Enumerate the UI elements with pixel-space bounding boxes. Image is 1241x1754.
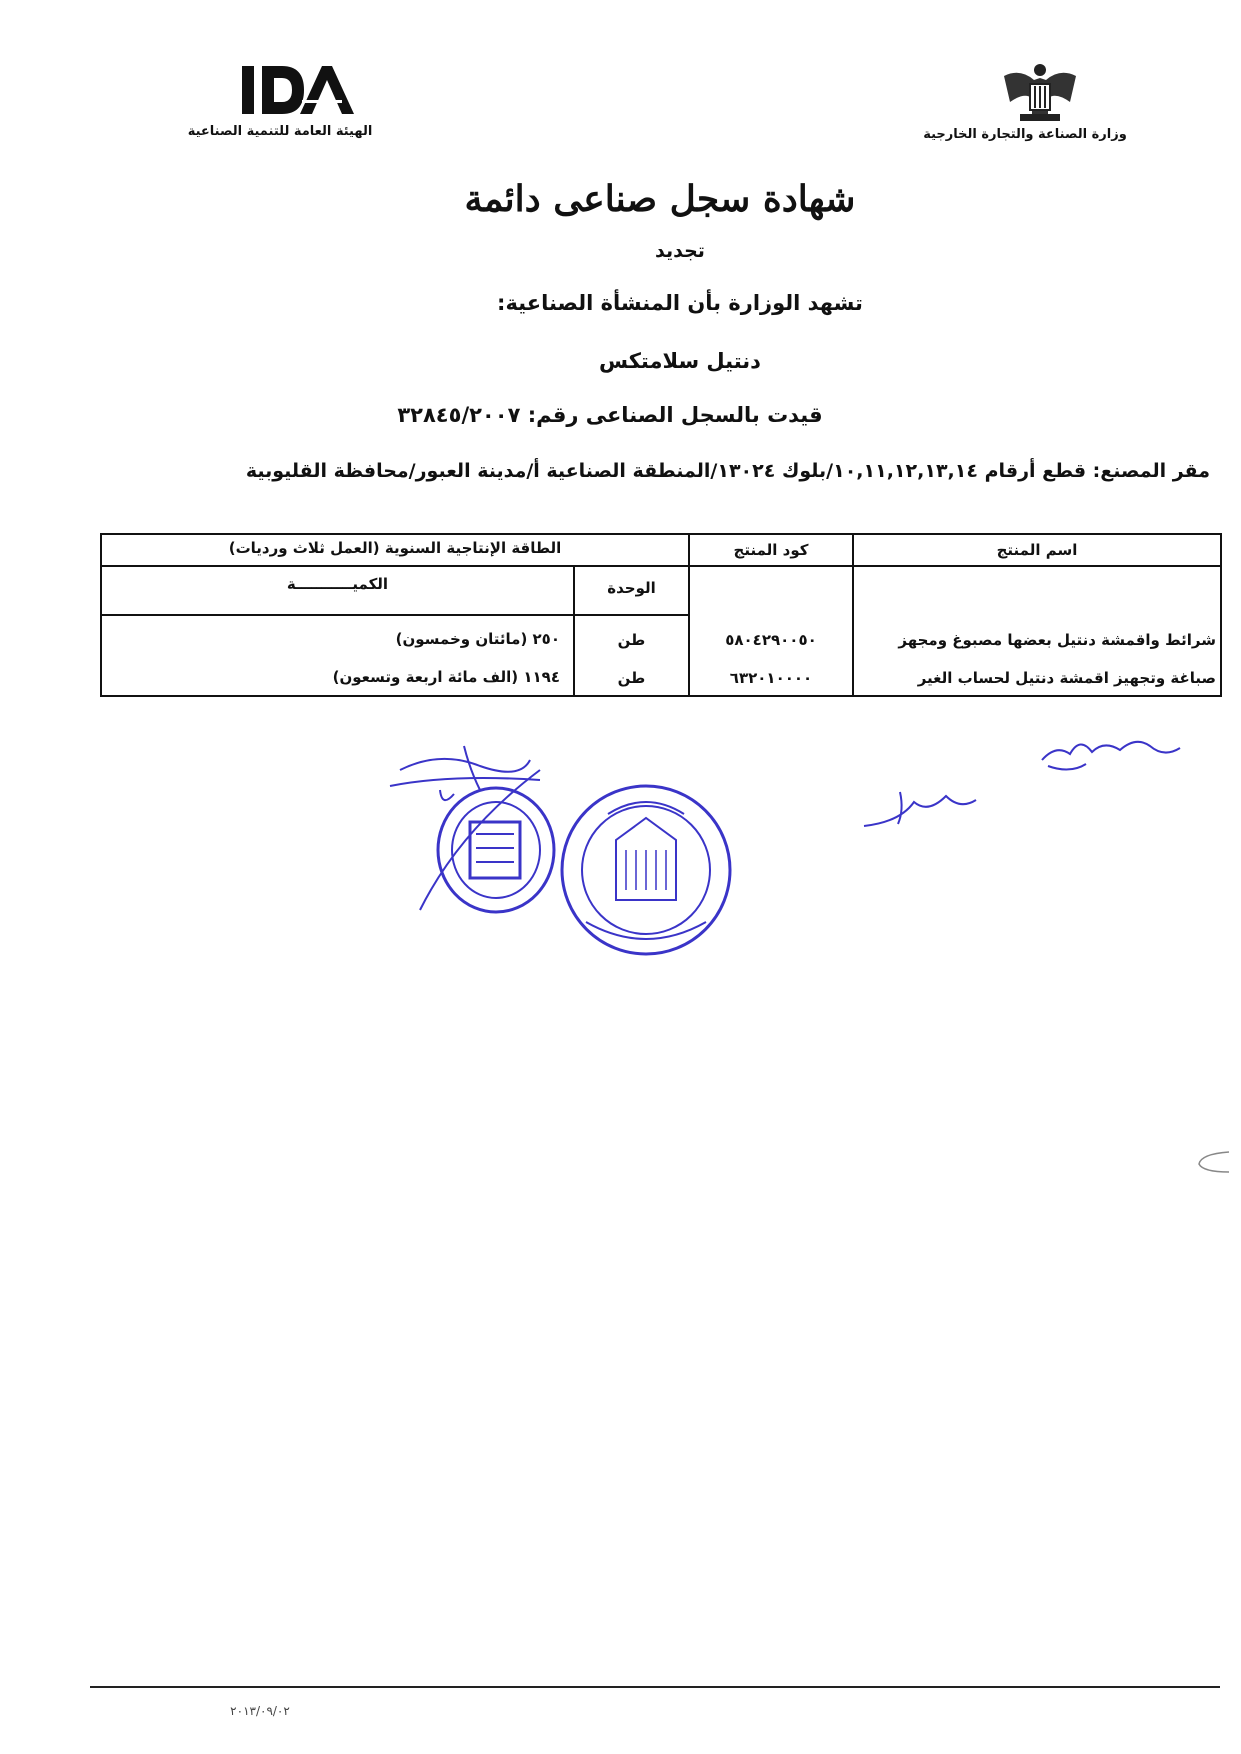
official-round-stamp: [562, 786, 730, 954]
signature-top-right: [1042, 742, 1180, 770]
ministry-name: وزارة الصناعة والتجارة الخارجية: [923, 127, 1127, 142]
ida-name: الهيئة العامة للتنمية الصناعية: [187, 124, 373, 139]
table-row-1-code: ٥٨٠٤٢٩٠٠٥٠: [725, 631, 817, 649]
signature-bottom-right: [864, 792, 976, 826]
table-row-1-quantity: ٢٥٠ (مائتان وخمسون): [395, 630, 560, 648]
hole-punch-mark-icon: [1195, 1150, 1231, 1174]
table-row-2-code: ٦٣٢٠١٠٠٠٠: [729, 669, 813, 687]
header-capacity: الطاقة الإنتاجية السنوية (العمل ثلاث ورديات): [228, 539, 562, 557]
company-name: دنتيل سلامتكس: [599, 349, 761, 373]
header-product-code: كود المنتج: [733, 541, 809, 559]
stamps-and-signatures: [380, 730, 1240, 1030]
certificate-intro: تشهد الوزارة بأن المنشأة الصناعية:: [497, 291, 863, 315]
header-unit: الوحدة: [607, 579, 656, 597]
table-row-1-product: شرائط واقمشة دنتيل بعضها مصبوغ ومجهز: [898, 631, 1216, 649]
footer-date: ٢٠١٣/٠٩/٠٢: [230, 1704, 290, 1718]
table-row-2-unit: طن: [617, 669, 646, 687]
registration-line: قيدت بالسجل الصناعى رقم: ٣٢٨٤٥/٢٠٠٧: [397, 403, 823, 427]
certificate-subtitle: تجديد: [655, 240, 705, 262]
table-row-2-product: صباغة وتجهيز اقمشة دنتيل لحساب الغير: [917, 669, 1216, 687]
factory-address: مقر المصنع: قطع أرقام ١٠,١١,١٢,١٣,١٤/بلوك ١٣٠٢٤/المنطقة الصناعية أ/مدينة العبور/محافظة القليوبية: [245, 460, 1210, 482]
header-product-name: اسم المنتج: [996, 541, 1078, 559]
ida-logo: [238, 62, 358, 118]
table-row-1-unit: طن: [617, 631, 646, 649]
production-table: [100, 533, 1222, 697]
header-quantity: الكميـــــــــــة: [286, 575, 389, 593]
certificate-title: شهادة سجل صناعى دائمة: [464, 178, 856, 220]
eagle-emblem-icon: [1000, 62, 1080, 124]
footer-rule: [90, 1686, 1220, 1688]
table-row-2-quantity: ١١٩٤ (الف مائة اربعة وتسعون): [332, 668, 560, 686]
